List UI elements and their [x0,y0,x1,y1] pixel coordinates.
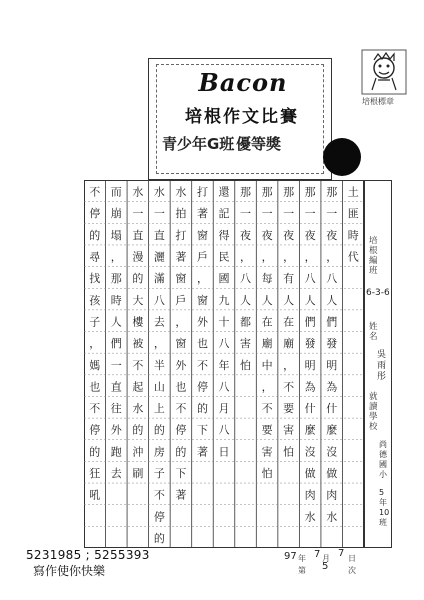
essay-character: ， [153,337,165,351]
essay-character: 夜 [261,228,273,242]
essay-character: 外 [196,315,208,329]
essay-character: 人 [240,293,252,307]
essay-character: 時 [347,228,359,242]
essay-character: ， [326,250,338,264]
essay-character: 大 [132,293,144,307]
essay-character: 發 [326,337,338,351]
essay-character: 什 [304,402,316,416]
essay-character: 下 [175,466,187,480]
essay-character: 打 [196,185,208,199]
essay-character: 半 [153,358,165,372]
essay-character: 沒 [326,445,338,459]
mascot-label: 培根標章 [362,97,394,106]
essay-character: 停 [196,380,208,394]
essay-character: 打 [175,228,187,242]
essay-character: 停 [89,423,101,437]
essay-character: ， [240,250,252,264]
essay-character: 八 [218,380,230,394]
essay-character: 的 [175,445,187,459]
essay-character: 那 [304,185,316,199]
essay-character: 為 [326,380,338,394]
essay-character: 停 [89,207,101,221]
footer-day-unit: 日 [348,554,356,563]
essay-character: 孩 [89,293,101,307]
essay-character: 那 [240,185,252,199]
essay-character: 麼 [304,423,316,437]
essay-character: 民 [218,250,230,264]
essay-character: 灑 [153,250,165,264]
essay-character: 水 [132,185,144,199]
school-label: 就讀學校 [369,392,378,432]
essay-character: 那 [283,185,295,199]
essay-character: 著 [196,445,208,459]
essay-character: 害 [261,445,273,459]
essay-character: 人 [326,293,338,307]
essay-character: 跑 [110,445,122,459]
essay-character: 有 [283,272,295,286]
essay-character: 記 [218,207,230,221]
essay-character: 的 [132,272,144,286]
essay-character: 戶 [175,293,187,307]
essay-character: 八 [304,272,316,286]
grade-class-value: 5年10班 [379,488,390,527]
essay-character: 人 [110,315,122,329]
class-value: 6-3-6 [366,288,390,298]
essay-character: 著 [175,250,187,264]
essay-character: 中 [261,358,273,372]
essay-character: 水 [326,510,338,524]
essay-character: 要 [261,423,273,437]
essay-character: 水 [132,402,144,416]
essay-character: 沖 [132,445,144,459]
footer-month: 7 [314,549,321,560]
essay-character: 沒 [304,445,316,459]
essay-character: 停 [175,423,187,437]
essay-character: 八 [326,272,338,286]
essay-character: 吼 [89,488,101,502]
essay-character: 的 [153,423,165,437]
essay-character: ， [304,250,316,264]
essay-character: 外 [175,358,187,372]
essay-character: 窗 [196,228,208,242]
essay-character: 房 [153,445,165,459]
essay-character: 不 [175,402,187,416]
essay-character: 尋 [89,250,101,264]
essay-character: 狂 [89,466,101,480]
essay-character: 不 [153,488,165,502]
essay-character: 都 [240,315,252,329]
essay-character: 廟 [261,337,273,351]
essay-character: 人 [261,293,273,307]
essay-character: ， [261,380,273,394]
essay-character: ， [196,272,208,286]
essay-character: 一 [240,207,252,221]
footer-month-unit: 月 [322,554,330,563]
essay-character: ， [283,250,295,264]
essay-character: ， [175,315,187,329]
essay-character: 不 [283,380,295,394]
award-prize: 優等獎 [236,135,282,153]
essay-character: 肉 [304,488,316,502]
essay-character: 窗 [175,272,187,286]
essay-character: 夜 [240,228,252,242]
essay-character: 樓 [132,315,144,329]
slogan: 寫作使你快樂 [33,564,106,578]
footer-day: 7 [338,548,345,559]
essay-character: 不 [89,185,101,199]
essay-character: 要 [283,402,295,416]
essay-character: 的 [132,423,144,437]
essay-character: 也 [89,380,101,394]
essay-character: 找 [89,272,101,286]
essay-character: 水 [153,185,165,199]
essay-character: 怕 [240,358,252,372]
essay-character: 戶 [196,250,208,264]
essay-character: 外 [110,423,122,437]
essay-character: 年 [218,358,230,372]
essay-character: 還 [218,185,230,199]
essay-character: 的 [196,402,208,416]
contest-title: 培根作文比賽 [185,107,299,127]
essay-character: 往 [110,402,122,416]
essay-character: 的 [89,228,101,242]
essay-character: 怕 [283,445,295,459]
essay-character: 滿 [153,272,165,286]
essay-character: 害 [240,337,252,351]
essay-character: 刷 [132,466,144,480]
essay-character: 而 [110,185,122,199]
essay-character: 也 [196,337,208,351]
essay-character: 一 [261,207,273,221]
essay-character: 不 [196,358,208,372]
essay-character: 水 [175,185,187,199]
essay-character: 明 [326,358,338,372]
essay-character: 明 [304,358,316,372]
essay-character: 停 [153,510,165,524]
essay-character: ， [89,337,101,351]
essay-character: 怕 [261,466,273,480]
essay-character: 一 [153,207,165,221]
essay-character: 國 [218,272,230,286]
black-seal-dot [323,138,361,176]
essay-character: 在 [261,315,273,329]
mascot-icon [360,48,408,98]
essay-character: 發 [304,337,316,351]
essay-character: 不 [261,402,273,416]
footer-page-prefix: 第 [298,566,306,575]
footer-year-unit: 年 [298,554,306,563]
footer-page: 5 [322,561,329,572]
essay-character: 的 [153,531,165,545]
essay-character: 下 [196,423,208,437]
essay-character: 崩 [110,207,122,221]
essay-character: 夜 [304,228,316,242]
essay-character: 麼 [326,423,338,437]
essay-character: ， [261,250,273,264]
essay-character: 上 [153,402,165,416]
name-value: 吳雨彤 [377,350,387,382]
essay-character: 什 [326,402,338,416]
essay-character: 一 [304,207,316,221]
essay-character: 不 [132,358,144,372]
essay-character: 八 [153,293,165,307]
essay-character: 一 [110,358,122,372]
essay-character: 夜 [283,228,295,242]
award-grade: 青少年G班 [162,135,235,153]
essay-character: 八 [218,337,230,351]
essay-character: 們 [326,315,338,329]
essay-character: 九 [218,293,230,307]
essay-character: 人 [304,293,316,307]
essay-character: 八 [218,423,230,437]
essay-character: ， [110,250,122,264]
essay-character: 窗 [196,293,208,307]
essay-character: 一 [326,207,338,221]
writing-grid [84,180,364,548]
essay-character: 窗 [175,337,187,351]
footer-year: 97 [284,551,297,562]
essay-character: 著 [196,207,208,221]
essay-character: 直 [153,228,165,242]
essay-character: 廟 [283,337,295,351]
footer-page-unit: 次 [348,566,356,575]
essay-character: 被 [132,337,144,351]
essay-character: 直 [110,380,122,394]
essay-character: 為 [304,380,316,394]
essay-character: 匪 [347,207,359,221]
essay-character: 得 [218,228,230,242]
essay-character: 每 [261,272,273,286]
essay-character: 做 [304,466,316,480]
essay-character: 去 [153,315,165,329]
barcode-numbers: 5231985 ; 5255393 [26,548,150,562]
essay-character: ， [283,358,295,372]
essay-character: 人 [283,293,295,307]
school-value: 尚德國小 [379,440,387,479]
essay-character: 在 [283,315,295,329]
essay-character: 不 [89,402,101,416]
essay-character: 塌 [110,228,122,242]
essay-character: 們 [110,337,122,351]
essay-character: 那 [326,185,338,199]
essay-character: 做 [326,466,338,480]
name-label: 姓名 [369,322,378,342]
essay-character: 代 [347,250,359,264]
essay-character: 日 [218,445,230,459]
essay-character: 起 [132,380,144,394]
brand-logo-text: Bacon [198,68,288,97]
essay-character: 去 [110,466,122,480]
essay-character: 水 [304,510,316,524]
class-label: 培根編班 [369,236,378,276]
essay-character: 山 [153,380,165,394]
essay-character: 那 [110,272,122,286]
essay-character: 子 [153,466,165,480]
essay-character: 的 [89,445,101,459]
essay-character: 十 [218,315,230,329]
essay-character: 肉 [326,488,338,502]
essay-character: 直 [132,228,144,242]
essay-character: 那 [261,185,273,199]
essay-character: 也 [175,380,187,394]
essay-character: 著 [175,488,187,502]
essay-character: 時 [110,293,122,307]
essay-character: 一 [283,207,295,221]
essay-character: 漫 [132,250,144,264]
essay-character: 夜 [326,228,338,242]
essay-character: 土 [347,185,359,199]
essay-character: 媽 [89,358,101,372]
essay-character: 一 [132,207,144,221]
essay-character: 月 [218,402,230,416]
essay-character: 子 [89,315,101,329]
essay-character: 拍 [175,207,187,221]
essay-character: 害 [283,423,295,437]
essay-character: 們 [304,315,316,329]
essay-character: 八 [240,272,252,286]
